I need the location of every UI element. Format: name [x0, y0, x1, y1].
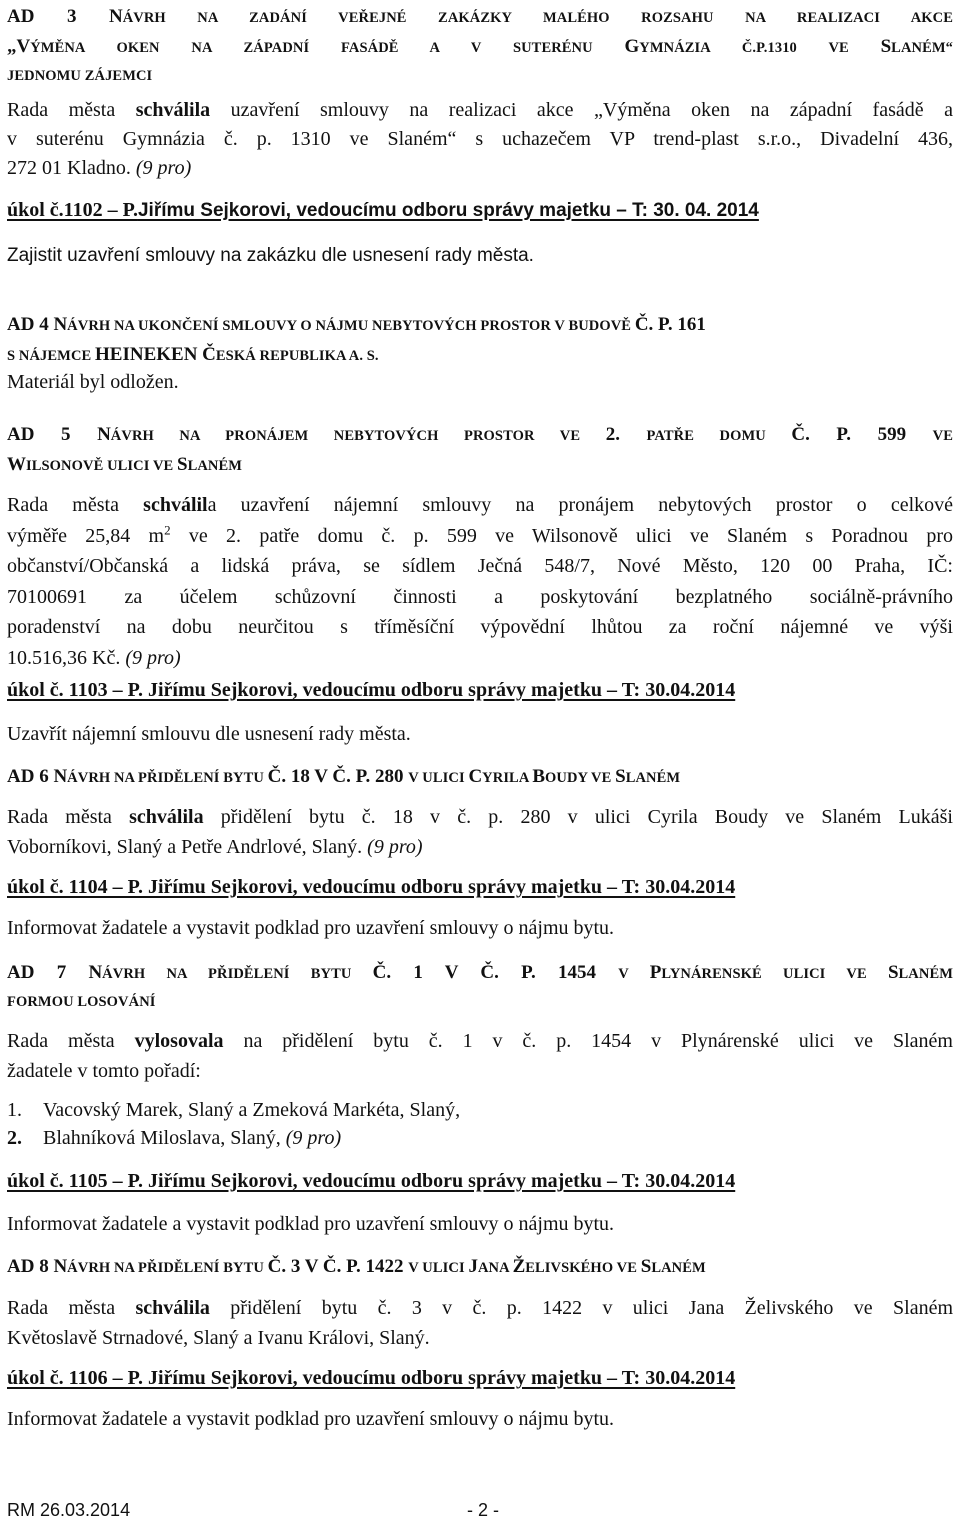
ad3-task: úkol č.1102 – P.Jiřímu Sejkorovi, vedoucímu odboru správy majetku – T: 30. 04. 2014: [7, 199, 759, 221]
list-item: 1. Vacovský Marek, Slaný a Zmeková Markéta, Slaný,: [7, 1099, 461, 1121]
ad3-note: Zajistit uzavření smlouvy na zakázku dle usnesení rady města.: [7, 245, 534, 266]
ad7-applicant-list: [7, 1096, 460, 1152]
ad5-task: úkol č. 1103 – P. Jiřímu Sejkorovi, vedoucímu odboru správy majetku – T: 30.04.2014: [7, 679, 736, 701]
ad8-task: úkol č. 1106 – P. Jiřímu Sejkorovi, vedoucímu odboru správy majetku – T: 30.04.2014: [7, 1367, 736, 1389]
page-number: - 2 -: [467, 1500, 500, 1520]
ad8-note: Informovat žadatele a vystavit podklad pro uzavření smlouvy o nájmu bytu.: [7, 1408, 615, 1430]
ad6-task: úkol č. 1104 – P. Jiřímu Sejkorovi, vedoucímu odboru správy majetku – T: 30.04.2014: [7, 876, 736, 898]
ad8-resolution: Rada města schválila přidělení bytu č. 3 v č. p. 1422 v ulici Jana Želivského ve Slaném Květoslavě Strnadové, Slaný a Ivanu Královi, Slaný.: [7, 1297, 953, 1349]
ad5-heading: AD 5 NÁVRH NA PRONÁJEM NEBYTOVÝCH PROSTOR VE 2. PATŘE DOMU Č. P. 599 VE WILSONOVĚ ULICI VE SLANÉM: [7, 424, 953, 475]
footer-meeting-date: RM 26.03.2014: [7, 1500, 131, 1520]
ad7-task: úkol č. 1105 – P. Jiřímu Sejkorovi, vedoucímu odboru správy majetku – T: 30.04.2014: [7, 1170, 736, 1192]
ad5-note: Uzavřít nájemní smlouvu dle usnesení rady města.: [7, 723, 411, 745]
ad7-resolution: Rada města vylosovala na přidělení bytu č. 1 v č. p. 1454 v Plynárenské ulici ve Slaném žadatele v tomto pořadí:: [7, 1030, 953, 1082]
ad7-note: Informovat žadatele a vystavit podklad pro uzavření smlouvy o nájmu bytu.: [7, 1213, 615, 1235]
ad4-note: Materiál byl odložen.: [7, 371, 179, 393]
ad4-heading: AD 4 NÁVRH NA UKONČENÍ SMLOUVY O NÁJMU NEBYTOVÝCH PROSTOR V BUDOVĚ Č. P. 161 S NÁJEMCE HEINEKEN ČESKÁ REPUBLIKA A. S.: [7, 314, 706, 365]
list-item: 2. Blahníková Miloslava, Slaný, (9 pro): [7, 1127, 342, 1149]
ad3-heading: AD 3 NÁVRH NA ZADÁNÍ VEŘEJNÉ ZAKÁZKY MALÉHO ROZSAHU NA REALIZACI AKCE „VÝMĚNA OKEN NA ZÁPADNÍ FASÁDĚ A V SUTERÉNU GYMNÁZIA Č.P.1310 VE SLANÉM“ JEDNOMU ZÁJEMCI: [7, 6, 953, 84]
page-footer: [7, 1496, 500, 1524]
ad6-resolution: Rada města schválila přidělení bytu č. 18 v č. p. 280 v ulici Cyrila Boudy ve Slaném Lukáši Voborníkovi, Slaný a Petře Andrlové, Slaný. (9 pro): [7, 806, 953, 858]
ad6-heading: AD 6 NÁVRH NA PŘIDĚLENÍ BYTU Č. 18 V Č. P. 280 V ULICI CYRILA BOUDY VE SLANÉM: [7, 766, 681, 787]
ad3-resolution: Rada města schválila uzavření smlouvy na realizaci akce „Výměna oken na západní fasádě a v suterénu Gymnázia č. p. 1310 ve Slaném“ s uchazečem VP trend-plast s.r.o., Divadelní 436, 272 01 Kladno. (9 pro): [7, 99, 953, 179]
ad6-note: Informovat žadatele a vystavit podklad pro uzavření smlouvy o nájmu bytu.: [7, 917, 615, 939]
ad5-resolution: Rada města schválila uzavření nájemní smlouvy na pronájem nebytových prostor o celkové výměře 25,84 $m^2$ ve 2. patře domu č. p. 599 ve Wilsonově ulici ve Slaném s Poradnou pro občanství/Občanská a lidská práva, se sídlem Ječná 548/7, Nové Město, 120 00 Praha, IČ: 70100691 za účelem schůzovní činnosti a poskytování bezplatného sociálně-právního poradenství na dobu neurčitou s tříměsíční výpovědní lhůtou za roční nájemné ve výši 10.516,36 Kč. (9 pro): [7, 494, 954, 669]
ad8-heading: AD 8 NÁVRH NA PŘIDĚLENÍ BYTU Č. 3 V Č. P. 1422 V ULICI JANA ŽELIVSKÉHO VE SLANÉM: [7, 1256, 706, 1277]
ad7-heading: AD 7 NÁVRH NA PŘIDĚLENÍ BYTU Č. 1 V Č. P. 1454 V PLYNÁRENSKÉ ULICI VE SLANÉM FORMOU LOSOVÁNÍ: [7, 962, 954, 1010]
